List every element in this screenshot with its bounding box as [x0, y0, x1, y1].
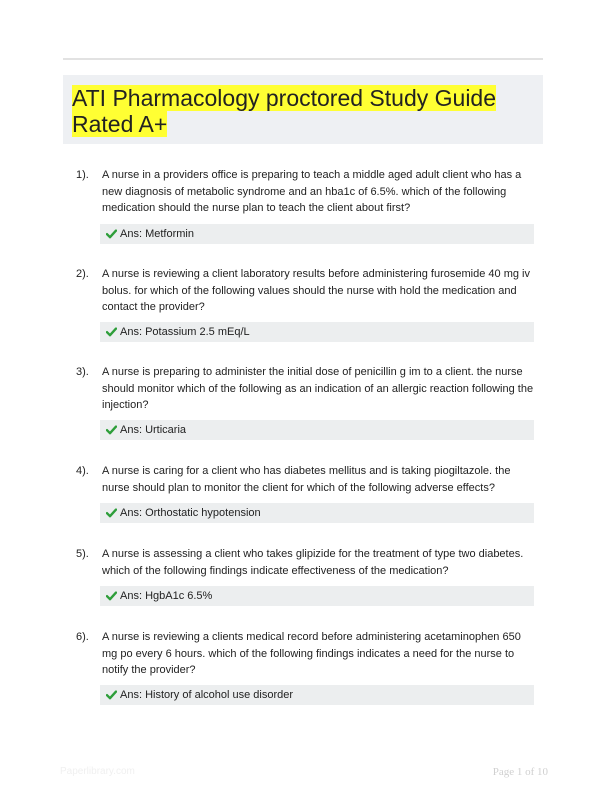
answer-box: [100, 224, 534, 244]
title-box: [63, 75, 543, 144]
question-text: A nurse is reviewing a clients medical record before administering acetaminophen 650 mg po every 6 hours. which of the following findings indicates a need for the nurse to notify the provider?: [102, 631, 521, 676]
question-number: 1).: [76, 169, 89, 181]
title-highlight: ATI Pharmacology proctored Study Guide Rated A+: [72, 85, 497, 137]
answer-box: [100, 420, 534, 440]
answer-text: Ans: HgbA1c 6.5%: [120, 590, 213, 602]
question-text: A nurse is reviewing a client laboratory results before administering furosemide 40 mg iv bolus. for which of the following values should the nurse with hold the medication and contact the provider?: [102, 268, 530, 313]
check-icon: [106, 508, 117, 518]
answer-box: [100, 503, 534, 523]
watermark: Paperlibrary.com: [60, 766, 135, 777]
check-icon: [106, 229, 117, 239]
answer-text: Ans: Urticaria: [120, 424, 187, 436]
answer-text: Ans: Metformin: [120, 228, 194, 240]
answer-box: [100, 586, 534, 606]
question-text: A nurse is caring for a client who has diabetes mellitus and is taking piogiltazole. the nurse should plan to monitor the client for which of the following adverse effects?: [102, 465, 511, 494]
question-number: 3).: [76, 366, 89, 378]
answer-text: Ans: Potassium 2.5 mEq/L: [120, 326, 250, 338]
question-number: 6).: [76, 631, 89, 643]
check-icon: [106, 425, 117, 435]
check-icon: [106, 327, 117, 337]
page-title: [72, 85, 532, 137]
question-text: A nurse in a providers office is preparing to teach a middle aged adult client who has a new diagnosis of metabolic syndrome and an hba1c of 6.5%. which of the following medication should the nurse plan to teach the client about first?: [102, 169, 522, 214]
question-number: 4).: [76, 465, 89, 477]
question-number: 5).: [76, 548, 89, 560]
page-number: Page 1 of 10: [492, 766, 548, 778]
question-number: 2).: [76, 268, 89, 280]
answer-box: [100, 322, 534, 342]
answer-text: Ans: History of alcohol use disorder: [120, 689, 294, 701]
answer-text: Ans: Orthostatic hypotension: [120, 507, 261, 519]
top-divider: [63, 58, 543, 60]
answer-box: [100, 685, 534, 705]
check-icon: [106, 690, 117, 700]
question-text: A nurse is preparing to administer the initial dose of penicillin g im to a client. the nurse should monitor which of the following as an indication of an allergic reaction following the injection?: [102, 366, 534, 411]
check-icon: [106, 591, 117, 601]
question-text: A nurse is assessing a client who takes glipizide for the treatment of type two diabetes. which of the following findings indicate effectiveness of the medication?: [102, 548, 524, 577]
